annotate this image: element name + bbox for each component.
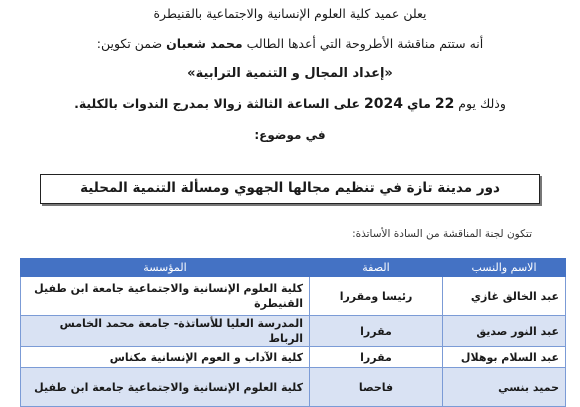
member-institution: كلية العلوم الإنسانية والاجتماعية جامعة ابن طفيل القنيطرة [21, 277, 310, 316]
topic-label [0, 128, 580, 142]
thesis-topic-box [40, 174, 540, 204]
dean-announcement-line [0, 6, 580, 21]
member-name: حميد بنسي [443, 368, 566, 407]
dean-announcement-text: يعلن عميد كلية العلوم الإنسانية والاجتماعية بالقنيطرة [153, 6, 427, 21]
member-role: مقررا [310, 316, 443, 347]
topic-label-text: في موضوع: [254, 128, 326, 142]
date-line [0, 96, 580, 112]
date-prefix: وذلك يوم [458, 96, 506, 111]
thesis-line [0, 36, 580, 51]
thesis-line-prefix: أنه ستتم مناقشة الأطروحة التي أعدها الطالب [246, 36, 484, 51]
committee-table-header [21, 259, 566, 277]
member-role: فاحصا [310, 368, 443, 407]
member-role: مقررا [310, 347, 443, 368]
date-venue: على الساعة الثالثة زوالا بمدرج الندوات بالكلية. [74, 96, 361, 111]
committee-intro: تتكون لجنة المناقشة من السادة الأساتذة: [352, 228, 532, 240]
member-name: عبد الخالق غازي [443, 277, 566, 316]
thesis-line-suffix: ضمن تكوين: [96, 36, 163, 51]
member-institution: كلية الآداب و العوم الإنسانية مكناس [21, 347, 310, 368]
table-row [21, 316, 566, 347]
table-row [21, 368, 566, 407]
table-row [21, 277, 566, 316]
date-month: ماي [406, 96, 431, 111]
member-name: عبد النور صديق [443, 316, 566, 347]
committee-table [20, 258, 566, 407]
date-year: 2024 [364, 96, 403, 112]
header-role: الصفة [310, 259, 443, 277]
member-institution: المدرسة العليا للأساتذة- جامعة محمد الخامس الرباط [21, 316, 310, 347]
member-role: رئيسا ومقررا [310, 277, 443, 316]
header-institution: المؤسسة [21, 259, 310, 277]
table-row [21, 347, 566, 368]
program-name: «إعداد المجال و التنمية الترابية» [187, 66, 393, 81]
header-name: الاسم والنسب [443, 259, 566, 277]
member-institution: كلية العلوم الإنسانية والاجتماعية جامعة ابن طفيل [21, 368, 310, 407]
member-name: عبد السلام بوهلال [443, 347, 566, 368]
thesis-topic: دور مدينة تازة في تنظيم مجالها الجهوي ومسألة التنمية المحلية [80, 180, 500, 196]
student-name: محمد شعبان [166, 36, 243, 51]
program-line [0, 66, 580, 81]
date-day: 22 [434, 96, 455, 112]
